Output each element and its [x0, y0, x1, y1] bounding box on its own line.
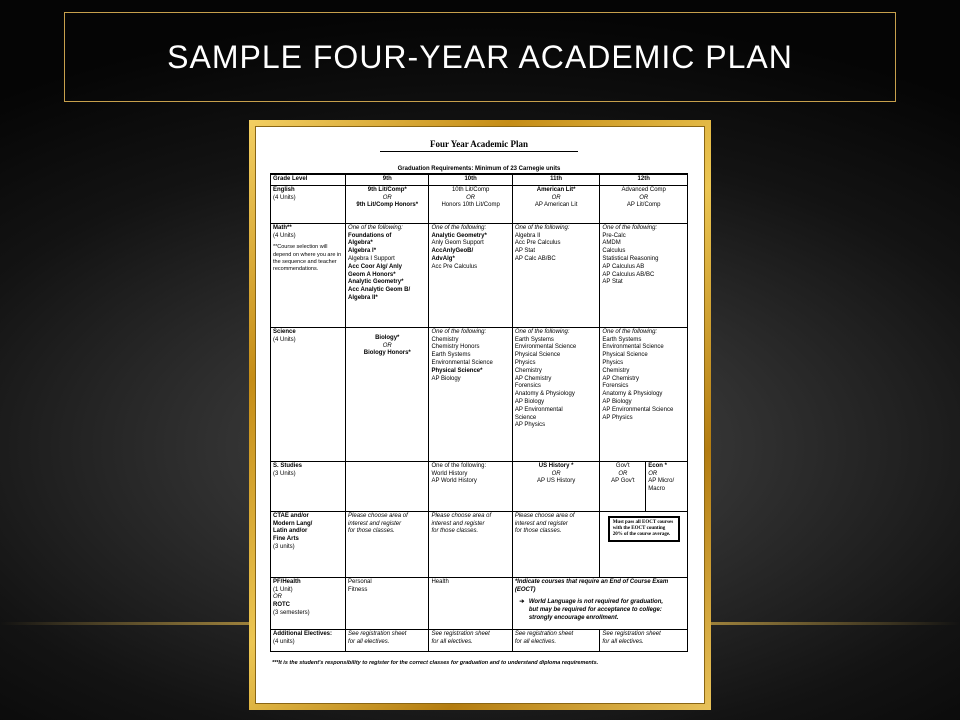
- math-g10: [429, 223, 512, 327]
- ctae-g12: [600, 511, 688, 577]
- cell-line: See registration sheet: [514, 630, 574, 637]
- pf-label-cell: [271, 577, 346, 629]
- cell-line: Anly Geom Support: [431, 240, 484, 247]
- title-underline: [380, 151, 578, 152]
- ctae-label-cell: [271, 511, 346, 577]
- cell-line: OR: [551, 470, 561, 477]
- world-language-note: [515, 599, 685, 622]
- cell-line: Algebra II*: [348, 294, 378, 301]
- cell-line: Forensics: [602, 383, 629, 390]
- cell-line: One of the following:: [602, 224, 658, 231]
- social-units: (3 Units): [273, 470, 296, 477]
- ctae-units: (3 units): [273, 543, 295, 550]
- cell-line: AdvAlg*: [431, 255, 455, 262]
- cell-line: Acc Pre Calculus: [514, 240, 561, 247]
- cell-line: Algebra*: [348, 240, 373, 247]
- cell-line: Please choose area of: [348, 512, 408, 519]
- math-g12: [600, 223, 688, 327]
- cell-line: See registration sheet: [348, 630, 407, 637]
- ctae-label: Latin and/or: [273, 528, 308, 535]
- rotc-label: ROTC: [273, 602, 290, 609]
- cell-line: 9th Lit/Comp*: [367, 186, 407, 193]
- cell-line: AP Chemistry: [602, 375, 639, 382]
- english-units: (4 Units): [273, 194, 296, 201]
- cell-line: Fitness: [348, 586, 368, 593]
- cell-line: Foundations of: [348, 232, 392, 239]
- cell-line: Calculus: [602, 248, 626, 255]
- cell-line: OR: [551, 194, 561, 201]
- cell-line: Algebra I Support: [348, 255, 395, 262]
- document-title: Four Year Academic Plan: [429, 139, 529, 149]
- pf-units: (1 Unit): [273, 586, 293, 593]
- cell-line: for those classes.: [431, 528, 479, 535]
- science-g11: [512, 327, 600, 461]
- cell-line: One of the following:: [431, 328, 487, 335]
- cell-line: Health: [431, 578, 449, 585]
- science-g12: [600, 327, 688, 461]
- cell-line: One of the following:: [602, 328, 658, 335]
- cell-line: Earth Systems: [514, 336, 554, 343]
- english-label: English: [273, 186, 295, 193]
- cell-line: AP American Lit: [534, 202, 578, 209]
- cell-line: Forensics: [514, 383, 541, 390]
- grade-9-header: 9th: [346, 175, 429, 186]
- social-g11: [512, 461, 600, 511]
- slide-title-box: [64, 12, 896, 102]
- cell-line: AP US History: [536, 478, 576, 485]
- cell-line: interest and register: [431, 520, 485, 527]
- cell-line: AccAnlyGeoB/: [431, 248, 474, 255]
- ctae-g10: [429, 511, 512, 577]
- cell-line: Algebra I*: [348, 248, 377, 255]
- cell-line: Please choose area of: [514, 512, 575, 519]
- electives-units: (4 units): [273, 638, 295, 645]
- cell-line: Gov't: [615, 462, 630, 469]
- document-frame: [249, 120, 711, 710]
- cell-line: AP Biology: [514, 398, 545, 405]
- cell-line: AP World History: [431, 478, 477, 485]
- cell-line: American Lit*: [536, 186, 576, 193]
- cell-line: OR: [618, 470, 628, 477]
- ctae-label: CTAE and/or: [273, 512, 309, 519]
- electives-g11: [512, 629, 600, 651]
- science-g10: [429, 327, 512, 461]
- cell-line: Physics: [602, 359, 624, 366]
- cell-line: Physical Science: [514, 352, 561, 359]
- cell-line: AP Calculus AB: [602, 263, 645, 270]
- cell-line: Acc Coor Alg/ Anly: [348, 263, 402, 270]
- cell-line: One of the following:: [431, 462, 487, 469]
- cell-line: AP Biology: [602, 398, 632, 405]
- social-label-cell: [271, 461, 346, 511]
- cell-line: Anatomy & Physiology: [514, 391, 575, 398]
- cell-line: OR: [382, 194, 392, 201]
- cell-line: Econ *: [648, 462, 667, 469]
- cell-line: Statistical Reasoning: [602, 255, 659, 262]
- table-row-math: [271, 223, 688, 327]
- cell-line: AP Stat: [602, 279, 623, 286]
- document-page: [255, 126, 705, 704]
- ctae-g9: [346, 511, 429, 577]
- table-row-pf-health: [271, 577, 688, 629]
- social-label: S. Studies: [273, 462, 303, 469]
- eoct-indicator-note: *Indicate courses that require an End of Course Exam (EOCT): [514, 578, 669, 593]
- cell-line: Chemistry: [431, 336, 459, 343]
- cell-line: AP Physics: [514, 422, 546, 429]
- grade-level-header: Grade Level: [271, 175, 346, 186]
- graduation-requirements: Graduation Requirements: Minimum of 23 Carnegie units: [270, 166, 688, 174]
- table-header-row: [271, 175, 688, 186]
- cell-line: strongly encourage enrollment.: [528, 614, 619, 621]
- cell-line: for all electives.: [431, 638, 473, 645]
- table-row-ctae: [271, 511, 688, 577]
- cell-line: Environmental Science: [514, 344, 577, 351]
- cell-line: World Language is not required for graduation,: [528, 599, 664, 606]
- cell-line: One of the following:: [514, 224, 570, 231]
- cell-line: Geom A Honors*: [348, 271, 396, 278]
- ctae-label: Fine Arts: [273, 536, 299, 543]
- table-row-social-studies: [271, 461, 688, 511]
- english-g11: [512, 185, 600, 223]
- cell-line: AP Biology: [431, 375, 461, 382]
- english-g12: [600, 185, 688, 223]
- table-row-english: [271, 185, 688, 223]
- cell-line: See registration sheet: [431, 630, 490, 637]
- ctae-g11: [512, 511, 600, 577]
- cell-line: One of the following:: [431, 224, 487, 231]
- cell-line: Please choose area of: [431, 512, 492, 519]
- electives-g12: [600, 629, 688, 651]
- cell-line: Pre-Calc: [602, 232, 626, 239]
- math-g9: [346, 223, 429, 327]
- cell-line: OR: [648, 470, 658, 477]
- pf-label: PF/Health: [273, 578, 301, 585]
- english-g10: [429, 185, 512, 223]
- cell-line: Chemistry: [602, 367, 630, 374]
- cell-line: OR: [466, 194, 476, 201]
- cell-line: Earth Systems: [431, 352, 471, 359]
- cell-line: Honors 10th Lit/Comp: [441, 202, 500, 209]
- social-g12-govt: [600, 461, 646, 511]
- cell-line: Anatomy & Physiology: [602, 391, 663, 398]
- cell-line: Science: [514, 414, 537, 421]
- cell-line: Analytic Geometry*: [431, 232, 487, 239]
- cell-line: for those classes.: [514, 528, 562, 535]
- cell-line: Physics: [514, 359, 536, 366]
- social-g10: [429, 461, 512, 511]
- cell-line: Physical Science*: [431, 367, 483, 374]
- cell-line: One of the following:: [514, 328, 570, 335]
- cell-line: Biology*: [375, 334, 400, 341]
- cell-line: AP Physics: [602, 414, 633, 421]
- science-g9: [346, 327, 429, 461]
- cell-line: Chemistry Honors: [431, 344, 480, 351]
- math-label: Math**: [273, 224, 292, 231]
- cell-line: interest and register: [514, 520, 568, 527]
- cell-line: AP Stat: [514, 248, 536, 255]
- cell-line: Analytic Geometry*: [348, 279, 404, 286]
- cell-line: Acc Analytic Geom B/: [348, 287, 411, 294]
- electives-g9: [346, 629, 429, 651]
- cell-line: Biology Honors*: [363, 350, 411, 357]
- cell-line: One of the following:: [348, 224, 403, 231]
- cell-line: Earth Systems: [602, 336, 642, 343]
- cell-line: for all electives.: [602, 638, 644, 645]
- cell-line: Environmental Science: [602, 344, 664, 351]
- cell-line: Chemistry: [514, 367, 542, 374]
- english-g9: [346, 185, 429, 223]
- cell-line: Algebra II: [514, 232, 541, 239]
- responsibility-footnote: ***It is the student's responsibility to register for the correct classes for graduation and to understand diploma requirements.: [272, 659, 599, 666]
- grade-10-header: 10th: [429, 175, 512, 186]
- table-row-science: [271, 327, 688, 461]
- math-units: (4 Units): [273, 232, 296, 239]
- math-note: **Course selection will depend on where you are in the sequence and teacher recommendations.: [273, 244, 342, 272]
- pf-notes: [512, 577, 687, 629]
- cell-line: for those classes.: [348, 528, 395, 535]
- pf-g9: [346, 577, 429, 629]
- cell-line: OR: [382, 342, 392, 349]
- cell-line: but may be required for acceptance to college:: [528, 607, 662, 614]
- academic-plan-table: [270, 174, 688, 652]
- science-label-cell: [271, 327, 346, 461]
- cell-line: Environmental Science: [431, 359, 493, 366]
- social-g12-econ: [646, 461, 688, 511]
- cell-line: AMDM: [602, 240, 621, 247]
- ctae-label: Modern Lang/: [273, 520, 313, 527]
- pf-g10: [429, 577, 512, 629]
- pf-or: OR: [273, 594, 282, 601]
- rotc-units: (3 semesters): [273, 609, 310, 616]
- slide-title: SAMPLE FOUR-YEAR ACADEMIC PLAN: [167, 38, 793, 75]
- cell-line: AP Micro/: [648, 478, 675, 485]
- cell-line: See registration sheet: [602, 630, 661, 637]
- eoct-note-box: Must pass all EOCT courses with the EOCT counting 20% of the course average.: [608, 516, 680, 542]
- cell-line: AP Environmental: [514, 406, 563, 413]
- cell-line: US History *: [538, 462, 574, 469]
- cell-line: for all electives.: [514, 638, 557, 645]
- electives-label: Additional Electives:: [273, 630, 333, 637]
- cell-line: Advanced Comp: [621, 186, 666, 193]
- cell-line: interest and register: [348, 520, 402, 527]
- cell-line: AP Gov't: [611, 478, 635, 485]
- english-label-cell: [271, 185, 346, 223]
- cell-line: AP Chemistry: [514, 375, 552, 382]
- math-label-cell: [271, 223, 346, 327]
- cell-line: OR: [639, 194, 649, 201]
- world-language-text: [529, 599, 663, 622]
- table-row-electives: [271, 629, 688, 651]
- cell-line: World History: [431, 470, 468, 477]
- cell-line: 9th Lit/Comp Honors*: [356, 202, 419, 209]
- cell-line: AP Lit/Comp: [626, 202, 661, 209]
- electives-g10: [429, 629, 512, 651]
- science-label: Science: [273, 328, 296, 335]
- cell-line: Physical Science: [602, 352, 648, 359]
- cell-line: AP Calc AB/BC: [514, 255, 556, 262]
- grade-12-header: 12th: [600, 175, 688, 186]
- electives-label-cell: [271, 629, 346, 651]
- social-g9: [346, 461, 429, 511]
- math-g11: [512, 223, 600, 327]
- cell-line: for all electives.: [348, 638, 390, 645]
- cell-line: AP Calculus AB/BC: [602, 271, 655, 278]
- cell-line: 10th Lit/Comp: [451, 186, 490, 193]
- grade-11-header: 11th: [512, 175, 600, 186]
- cell-line: AP Environmental Science: [602, 406, 674, 413]
- arrow-right-icon: ➔: [519, 599, 525, 606]
- cell-line: Personal: [348, 578, 372, 585]
- cell-line: Macro: [648, 486, 665, 493]
- cell-line: Acc Pre Calculus: [431, 263, 478, 270]
- science-units: (4 Units): [273, 336, 296, 343]
